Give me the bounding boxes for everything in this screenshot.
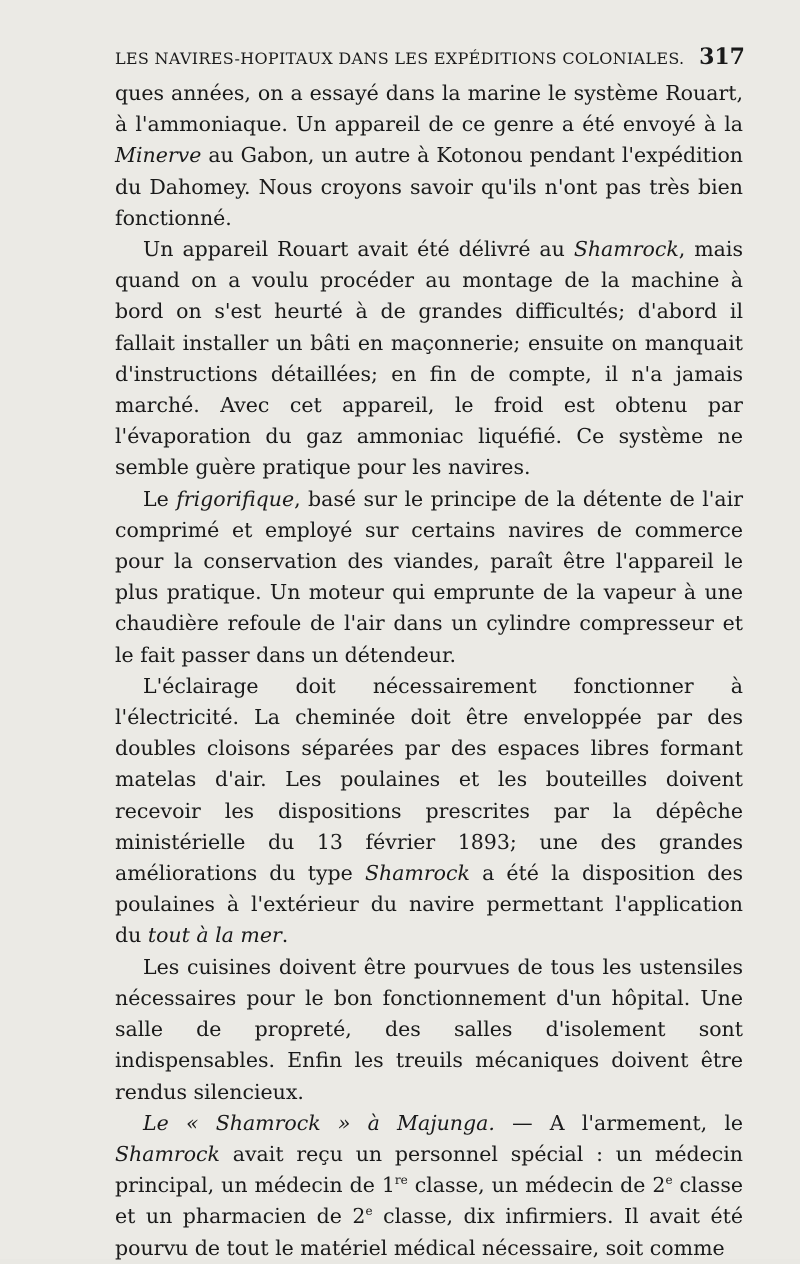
italic-text: Shamrock [115, 1141, 220, 1166]
italic-text: Shamrock [364, 861, 470, 886]
page-header [115, 44, 745, 70]
page-body [115, 78, 743, 1264]
superscript-text: e [365, 1204, 373, 1219]
text-run: L'éclairage doit nécessairement fonctionner à l'électricité. La cheminée doit être enveloppée par des doubles cloisons séparées par des espaces libres formant matelas d'air. Les poulaines et les bouteilles doivent recevoir les dispositions prescrites par la dépêche ministérielle du 13 février 1893; une des grandes améliorations du type [115, 673, 743, 886]
text-run: Les cuisines doivent être pourvues de tous les ustensiles nécessaires pour le bon fonctionnement d'un hôpital. Une salle de propreté, des salles d'isolement sont indispensables. Enfin les treuils mécaniques doivent être rendus silencieux. [115, 954, 743, 1104]
superscript-text: e [665, 1173, 673, 1188]
text-run: Un appareil Rouart avait été délivré au [143, 237, 574, 262]
text-run: Le [143, 486, 177, 511]
text-run: , basé sur le principe de la détente de l'air comprimé et employé sur certains navires de commerce pour la conservation des viandes, paraît être l'appareil le plus pratique. Un moteur qui emprunte de la vapeur à une chaudière refoule de l'air dans un cylindre compresseur et le fait passer dans un détendeur. [115, 486, 743, 667]
paragraph [115, 671, 743, 952]
italic-text: tout à la mer [147, 923, 282, 948]
text-run: , mais quand on a voulu procéder au montage de la machine à bord on s'est heurté à de grandes difficultés; d'abord il fallait installer un bâti en maçonnerie; ensuite on manquait d'instructions détaillées; en fin de compte, il n'a jamais marché. Avec cet appareil, le froid est obtenu par l'évaporation du gaz ammoniac liquéfié. Ce système ne semble guère pratique pour les navires. [115, 237, 743, 480]
text-run: classe, un médecin de 2 [407, 1173, 666, 1198]
text-run: classe et un pharmacien de 2 [115, 1173, 743, 1229]
paragraph [115, 234, 743, 484]
italic-text: Le « Shamrock » à Majunga. [143, 1110, 495, 1135]
italic-text: frigorifique [176, 486, 295, 511]
running-head: LES NAVIRES-HOPITAUX DANS LES EXPÉDITIONS COLONIALES. [115, 49, 685, 68]
text-run: au Gabon, un autre à Kotonou pendant l'expédition du Dahomey. Nous croyons savoir qu'ils n'ont pas très bien fonctionné. [115, 143, 743, 230]
italic-text: Minerve [115, 143, 202, 168]
paragraph [115, 78, 743, 234]
italic-text: Shamrock [573, 237, 679, 262]
superscript-text: re [394, 1173, 408, 1188]
text-run: a été la disposition des poulaines à l'extérieur du navire permettant l'application du [115, 861, 743, 948]
text-run: . [281, 923, 289, 948]
paragraph [115, 952, 743, 1108]
text-run: — A l'armement, le [494, 1110, 744, 1135]
paragraph [115, 484, 743, 671]
text-run: classe, dix infirmiers. Il avait été pourvu de tout le matériel médical nécessaire, soit comme [115, 1204, 743, 1260]
paragraph [115, 1108, 743, 1264]
page-number: 317 [699, 44, 745, 70]
text-run: avait reçu un personnel spécial : un médecin principal, un médecin de 1 [115, 1141, 743, 1198]
text-run: ques années, on a essayé dans la marine le système Rouart, à l'ammoniaque. Un appareil de ce genre a été envoyé à la [115, 81, 743, 137]
